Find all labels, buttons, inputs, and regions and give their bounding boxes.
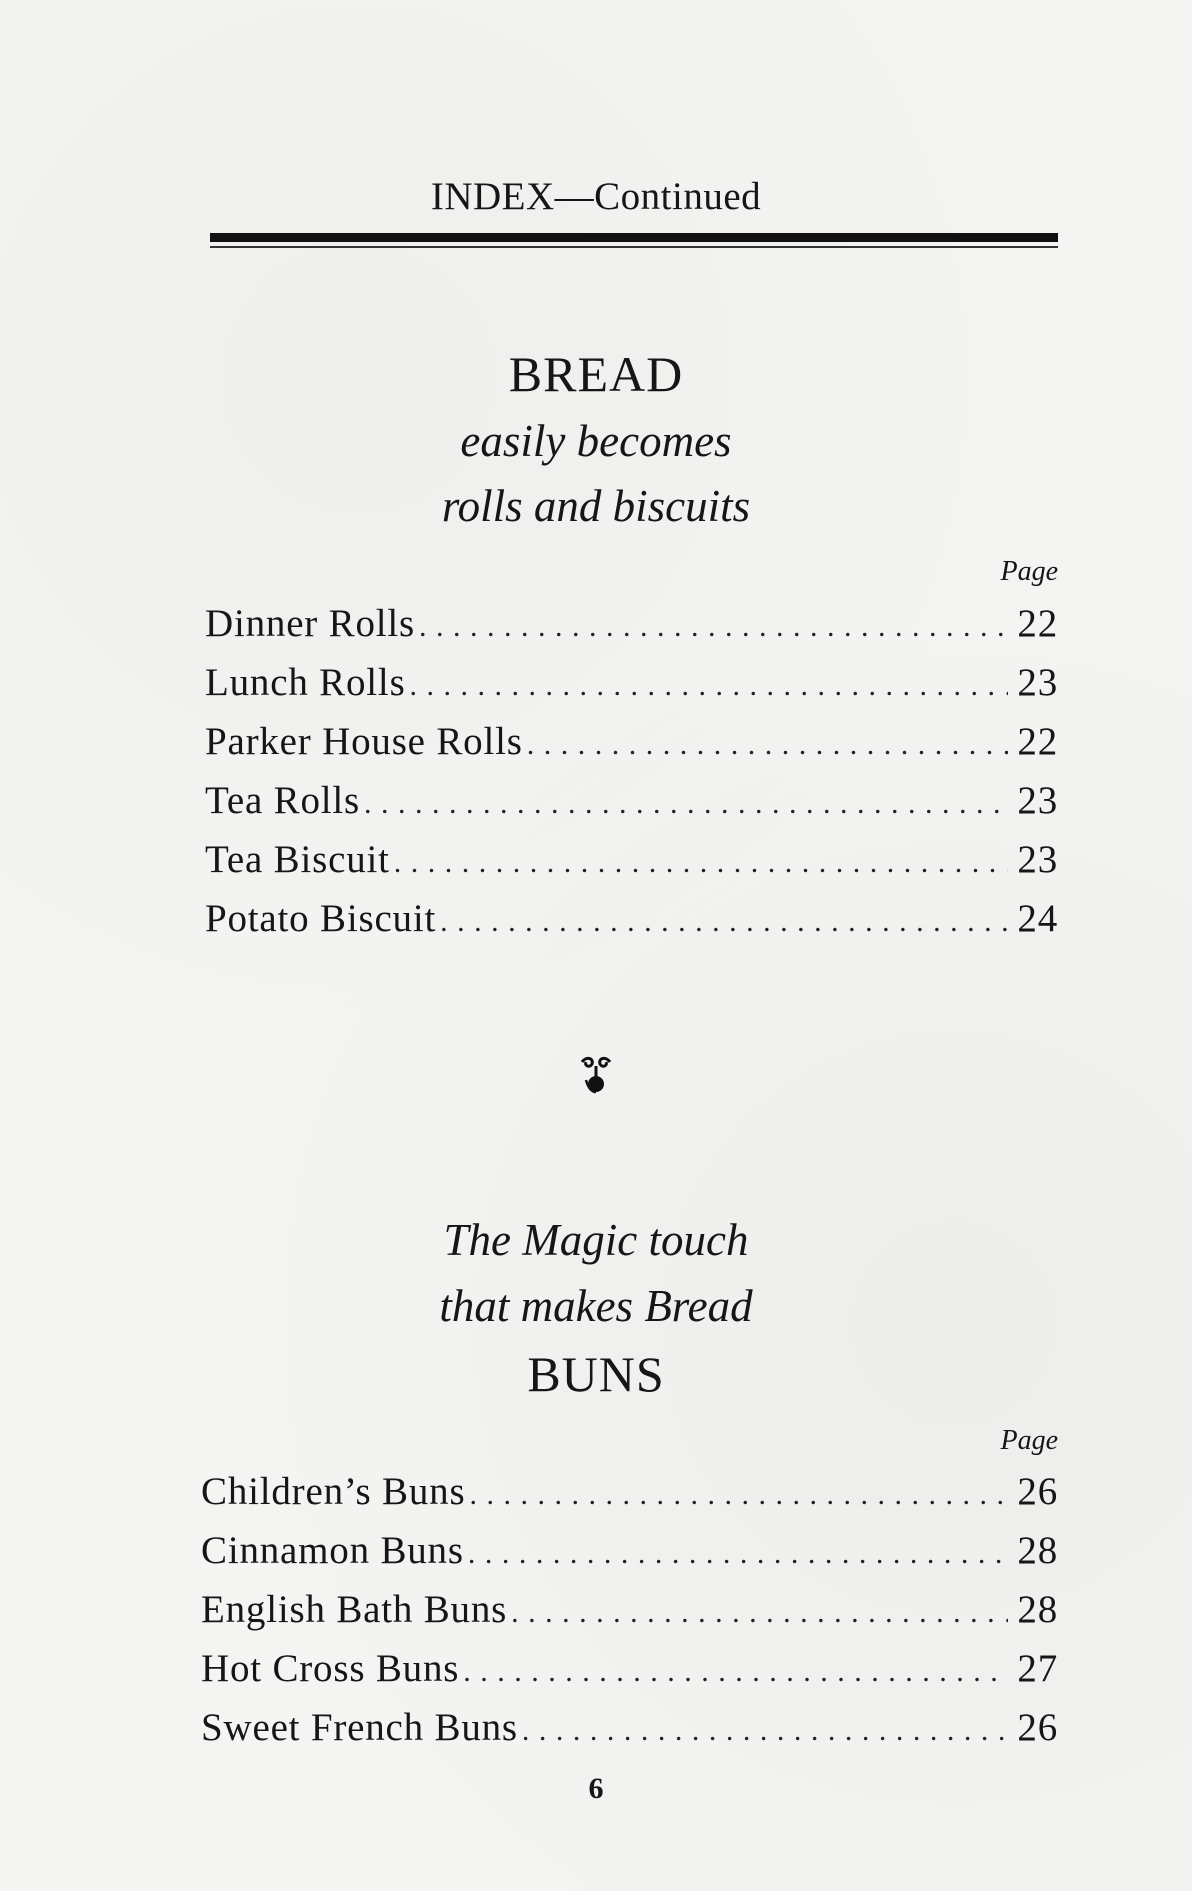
buns-title: BUNS	[527, 1346, 665, 1402]
buns-index-list	[201, 1469, 1058, 1764]
buns-intro-line1: The Magic touch	[443, 1215, 749, 1265]
bread-subtitle-line2: rolls and biscuits	[441, 481, 751, 531]
entry-name: Parker House Rolls	[205, 720, 523, 763]
entry-name: Tea Biscuit	[205, 838, 390, 881]
index-entry	[201, 1646, 1058, 1705]
entry-name: Dinner Rolls	[205, 602, 416, 645]
entry-page: 26	[1017, 1470, 1058, 1513]
entry-page: 24	[1017, 897, 1058, 940]
entry-page: 28	[1017, 1588, 1058, 1631]
index-entry	[205, 837, 1058, 896]
entry-name: Children’s Buns	[201, 1470, 466, 1513]
dot-leader	[440, 905, 1008, 939]
bread-index-list	[205, 601, 1058, 955]
index-entry	[205, 660, 1058, 719]
entry-name: Hot Cross Buns	[201, 1647, 460, 1690]
entry-page: 27	[1017, 1647, 1058, 1690]
entry-page: 23	[1017, 779, 1058, 822]
index-entry	[201, 1705, 1058, 1764]
header-rule-thin	[210, 246, 1058, 248]
dot-leader	[394, 846, 1008, 880]
bread-subtitle-line1: easily becomes	[460, 416, 732, 466]
page-number: 6	[588, 1772, 604, 1805]
dot-leader	[419, 610, 1008, 644]
bread-page-column-label: Page	[1000, 556, 1058, 587]
dot-leader	[522, 1714, 1008, 1748]
entry-name: Cinnamon Buns	[201, 1529, 464, 1572]
dot-leader	[469, 1478, 1008, 1512]
dot-leader	[527, 728, 1008, 762]
page-header: INDEX—Continued	[430, 175, 762, 218]
dot-leader	[468, 1537, 1008, 1571]
index-entry	[205, 719, 1058, 778]
entry-page: 22	[1017, 720, 1058, 763]
entry-page: 28	[1017, 1529, 1058, 1572]
dot-leader	[410, 669, 1008, 703]
entry-name: Tea Rolls	[205, 779, 361, 822]
index-entry	[201, 1528, 1058, 1587]
dot-leader	[364, 787, 1008, 821]
dot-leader	[511, 1596, 1008, 1630]
index-entry	[201, 1587, 1058, 1646]
index-entry	[205, 778, 1058, 837]
entry-page: 23	[1017, 838, 1058, 881]
buns-page-column-label: Page	[1000, 1425, 1058, 1456]
entry-page: 23	[1017, 661, 1058, 704]
buns-intro-line2: that makes Bread	[439, 1281, 753, 1331]
entry-page: 26	[1017, 1706, 1058, 1749]
dot-leader	[463, 1655, 1008, 1689]
bread-title: BREAD	[508, 346, 684, 402]
entry-name: Lunch Rolls	[205, 661, 406, 704]
entry-name: English Bath Buns	[201, 1588, 508, 1631]
entry-name: Potato Biscuit	[205, 897, 437, 940]
index-entry	[201, 1469, 1058, 1528]
index-entry	[205, 896, 1058, 955]
entry-name: Sweet French Buns	[201, 1706, 518, 1749]
header-rule-thick	[210, 233, 1058, 242]
entry-page: 22	[1017, 602, 1058, 645]
fleuron-icon	[0, 1052, 1192, 1106]
index-entry	[205, 601, 1058, 660]
